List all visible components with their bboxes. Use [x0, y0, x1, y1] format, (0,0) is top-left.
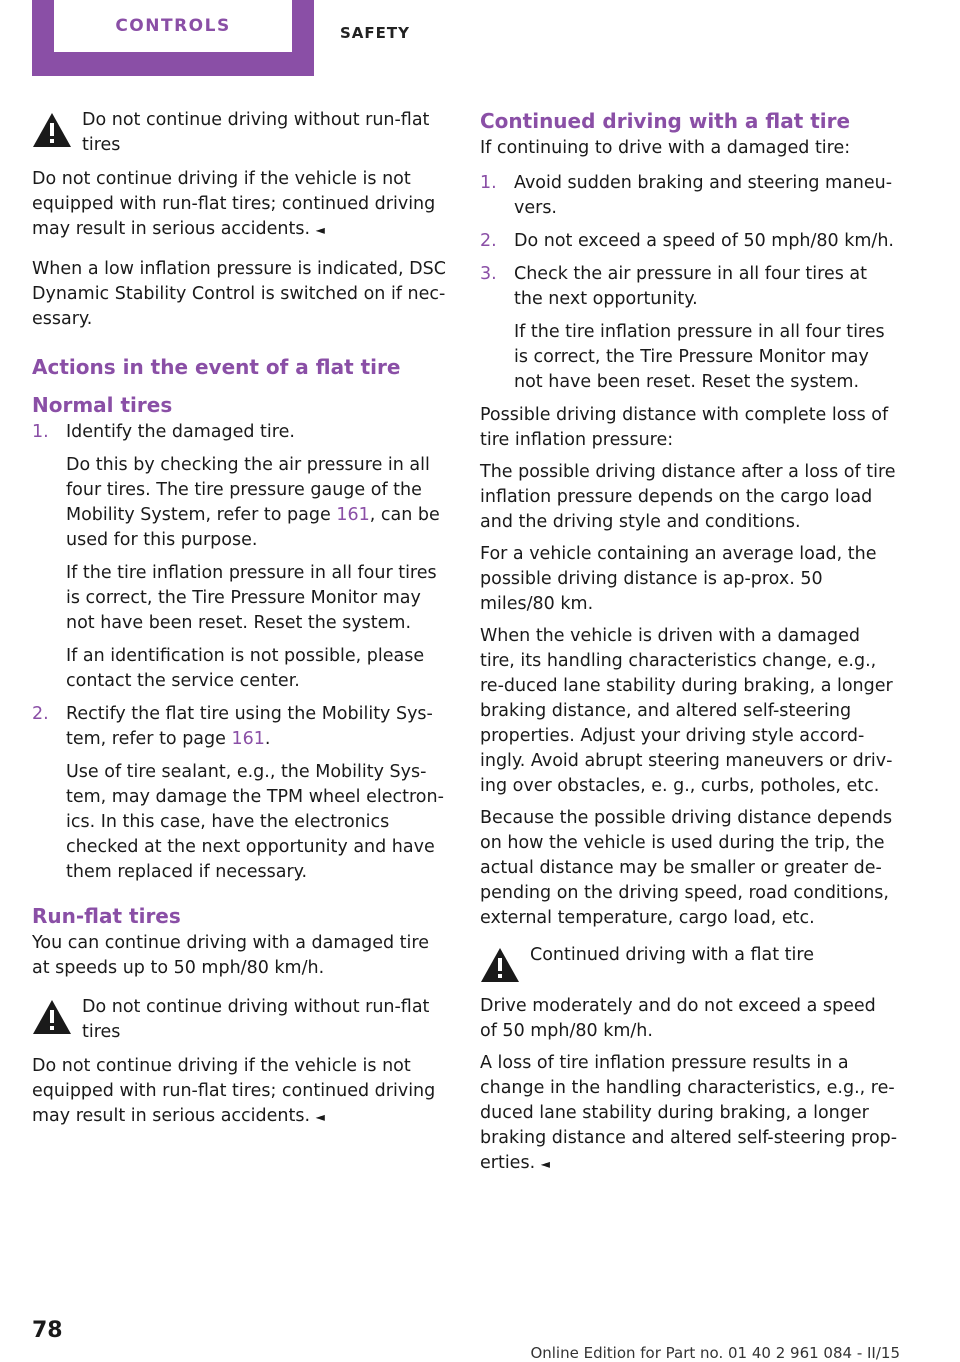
step-subtext: If an identification is not possible, please contact the service center. [66, 646, 425, 691]
warning-triangle-icon [32, 999, 72, 1043]
warning-box [32, 108, 450, 162]
step-text: Identify the damaged tire. [66, 422, 295, 442]
paragraph: Possible driving distance with complete loss of tire inflation pressure: [480, 405, 889, 450]
step-subtext: Do this by checking the air pressure in all four tires. The tire pressure gauge of the Mobility System, refer to page 161, can be used for this purpose. [66, 455, 440, 550]
list-item [480, 262, 898, 395]
footer-edition: Online Edition for Part no. 01 40 2 961 084 - II/15 [530, 1344, 900, 1362]
warning-body: Do not continue driving if the vehicle is not equipped with run-flat tires; continued driving may result in serious accidents. ◄ [32, 169, 436, 239]
paragraph: The possible driving distance after a loss of tire inflation pressure depends on the cargo load and the driving style and conditions. [480, 462, 896, 532]
end-mark: ◄ [540, 1157, 550, 1171]
step-number: 1. [480, 173, 497, 193]
warning-box [32, 995, 450, 1049]
step-text: Rectify the flat tire using the Mobility Sys‐tem, refer to page 161. [66, 704, 433, 749]
page-link[interactable]: 161 [336, 505, 370, 525]
step-text: Avoid sudden braking and steering maneu‐vers. [514, 173, 893, 218]
warning-title: Do not continue driving without run-flat tires [82, 997, 430, 1042]
step-subtext: If the tire inflation pressure in all four tires is correct, the Tire Pressure Monitor may not have been reset. Reset the system. [66, 563, 437, 633]
paragraph: When the vehicle is driven with a damaged tire, its handling characteristics change, e.g., re‐duced lane stability during braking, a longer braking distance, and altered self-steering properties. Adjust your driving style accord‐ingly. Avoid abrupt steering maneuvers or driv‐ing over obstacles, e. g., curbs, potholes, etc. [480, 626, 893, 796]
step-number: 2. [480, 231, 497, 251]
tab-controls[interactable]: CONTROLS [54, 0, 292, 52]
heading-normal-tires: Normal tires [32, 393, 173, 417]
heading-continued-driving: Continued driving with a flat tire [480, 109, 851, 133]
step-number: 1. [32, 422, 49, 442]
paragraph: A loss of tire inflation pressure results in a change in the handling characteristics, e.g., re‐duced lane stability during braking, a longer braking distance and altered self-steering prop‐erties. ◄ [480, 1053, 898, 1173]
normal-tires-steps [32, 420, 450, 885]
list-item [32, 420, 450, 694]
heading-actions-flat-tire: Actions in the event of a flat tire [32, 355, 401, 379]
end-mark: ◄ [315, 223, 325, 237]
warning-title: Continued driving with a flat tire [530, 945, 814, 965]
end-mark: ◄ [315, 1110, 325, 1124]
right-column [480, 108, 898, 1184]
step-subtext: Use of tire sealant, e.g., the Mobility Sys‐tem, may damage the TPM wheel electron‐ics. In this case, have the electronics checked at the next opportunity and have them replaced if necessary. [66, 762, 444, 882]
warning-triangle-icon [32, 112, 72, 156]
continued-driving-steps [480, 171, 898, 395]
page-number: 78 [32, 1318, 63, 1343]
paragraph: For a vehicle containing an average load, the possible driving distance is ap‐prox. 50 miles/80 km. [480, 544, 877, 614]
step-text: Check the air pressure in all four tires at the next opportunity. [514, 264, 867, 309]
step-text: Do not exceed a speed of 50 mph/80 km/h. [514, 231, 894, 251]
heading-run-flat-tires: Run-flat tires [32, 904, 181, 928]
step-subtext: If the tire inflation pressure in all four tires is correct, the Tire Pressure Monitor may not have been reset. Reset the system. [514, 322, 885, 392]
list-item [480, 171, 898, 221]
list-item [480, 229, 898, 254]
warning-body: Drive moderately and do not exceed a speed of 50 mph/80 km/h. [480, 996, 876, 1041]
paragraph-intro: If continuing to drive with a damaged tire: [480, 138, 851, 158]
left-column [32, 108, 450, 1137]
warning-triangle-icon [480, 947, 520, 991]
warning-box [480, 943, 898, 989]
warning-title: Do not continue driving without run-flat tires [82, 110, 430, 155]
paragraph-run-flat: You can continue driving with a damaged tire at speeds up to 50 mph/80 km/h. [32, 933, 429, 978]
list-item [32, 702, 450, 885]
step-number: 2. [32, 704, 49, 724]
warning-body: Do not continue driving if the vehicle is not equipped with run-flat tires; continued driving may result in serious accidents. ◄ [32, 1056, 436, 1126]
paragraph: Because the possible driving distance depends on how the vehicle is used during the trip, the actual distance may be smaller or greater de‐pending on the driving speed, road conditions, external temperature, cargo load, etc. [480, 808, 893, 928]
paragraph-dsc: When a low inflation pressure is indicated, DSC Dynamic Stability Control is switched on if nec‐essary. [32, 259, 446, 329]
step-number: 3. [480, 264, 497, 284]
page-link[interactable]: 161 [231, 729, 265, 749]
tab-safety[interactable]: SAFETY [340, 24, 410, 42]
